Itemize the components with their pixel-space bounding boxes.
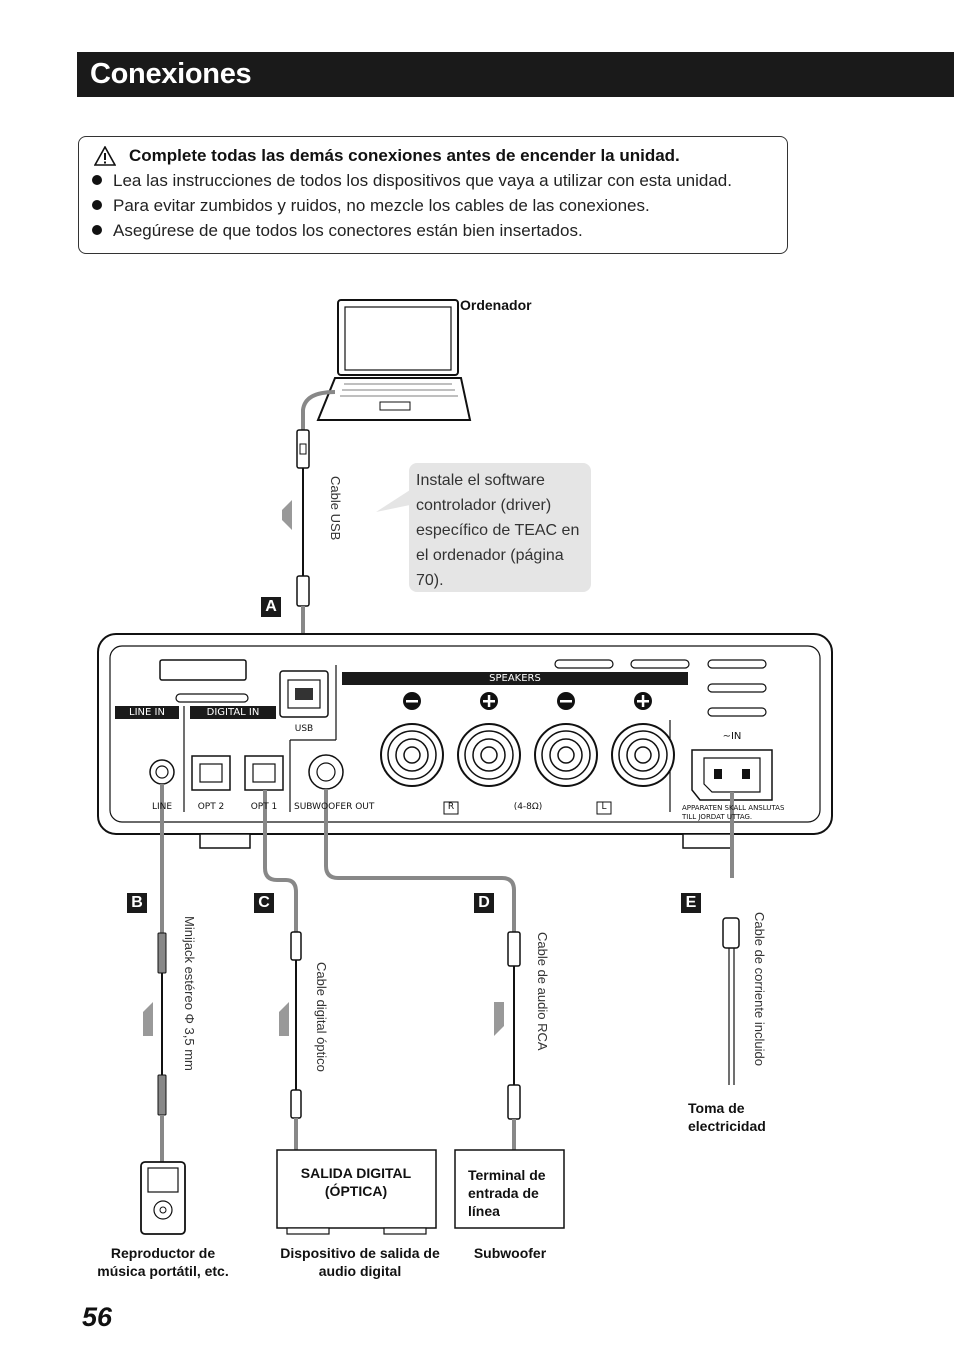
warning-heading: Complete todas las demás conexiones antes de encender la unidad.: [129, 146, 680, 165]
bullet-text: Asegúrese de que todos los conectores están bien insertados.: [113, 221, 583, 240]
usb-cable-label: Cable USB: [328, 476, 343, 541]
minijack-cable: [158, 784, 166, 1165]
ac-in-label: ∼IN: [722, 731, 742, 742]
marker-c: C: [254, 893, 274, 913]
ground-warning-line: TILL JORDAT UTTAG.: [682, 813, 753, 821]
outlet-label: Toma de electricidad: [688, 1100, 766, 1134]
subwoofer-out-label: SUBWOOFER OUT: [294, 802, 375, 812]
power-cable-label: Cable de corriente incluido: [752, 912, 767, 1066]
marker-b: B: [127, 893, 147, 913]
optical-cable-label: Cable digital óptico: [314, 962, 329, 1072]
ground-warning-line: APPARATEN SKALL ANSLUTAS: [682, 804, 785, 812]
arrow-icon: [279, 1002, 289, 1036]
line-in-label: LINE IN: [129, 707, 165, 718]
digital-device-label: Dispositivo de salida de audio digital: [280, 1245, 440, 1279]
speakers-label: SPEAKERS: [489, 673, 541, 684]
rca-cable-label: Cable de audio RCA: [535, 932, 550, 1051]
digital-in-label: DIGITAL IN: [206, 707, 260, 718]
laptop-icon: [318, 300, 470, 420]
line-port-label: LINE: [151, 802, 173, 812]
rca-cable: [326, 789, 520, 1150]
sub-box-label: Terminal de entrada de línea: [468, 1167, 546, 1219]
marker-d: D: [474, 893, 494, 913]
arrow-icon: [494, 1002, 504, 1036]
subwoofer-label: Subwoofer: [473, 1245, 547, 1261]
computer-label: Ordenador: [460, 297, 532, 313]
minijack-cable-label: Minijack estéreo Φ 3,5 mm: [182, 916, 197, 1071]
opt1-port-label: OPT 1: [250, 802, 278, 812]
driver-note-text: Instale el software controlador (driver) específico de TEAC en el ordenador (página 70).: [416, 472, 580, 589]
speaker-r-label: R: [447, 802, 455, 812]
bullet-text: Para evitar zumbidos y ruidos, no mezcle los cables de las conexiones.: [113, 196, 650, 215]
marker-a: A: [261, 597, 281, 617]
opt2-port-label: OPT 2: [197, 802, 225, 812]
usb-port-label: USB: [294, 724, 314, 734]
digital-out-box-label: SALIDA DIGITAL (ÓPTICA): [300, 1165, 412, 1199]
optical-cable: [265, 790, 301, 1150]
bullet-text: Lea las instrucciones de todos los dispositivos que vaya a utilizar con esta unidad.: [113, 171, 732, 190]
arrow-icon: [282, 500, 292, 530]
page-title: Conexiones: [90, 58, 252, 90]
arrow-icon: [143, 1002, 153, 1036]
speaker-l-label: L: [601, 802, 607, 812]
portable-player-icon: [141, 1162, 185, 1234]
player-label: Reproductor de música portátil, etc.: [97, 1245, 229, 1279]
marker-e: E: [681, 893, 701, 913]
ground-warning-label: [682, 804, 822, 822]
page-number: 56: [82, 1302, 113, 1332]
impedance-label: (4-8Ω): [513, 802, 543, 812]
